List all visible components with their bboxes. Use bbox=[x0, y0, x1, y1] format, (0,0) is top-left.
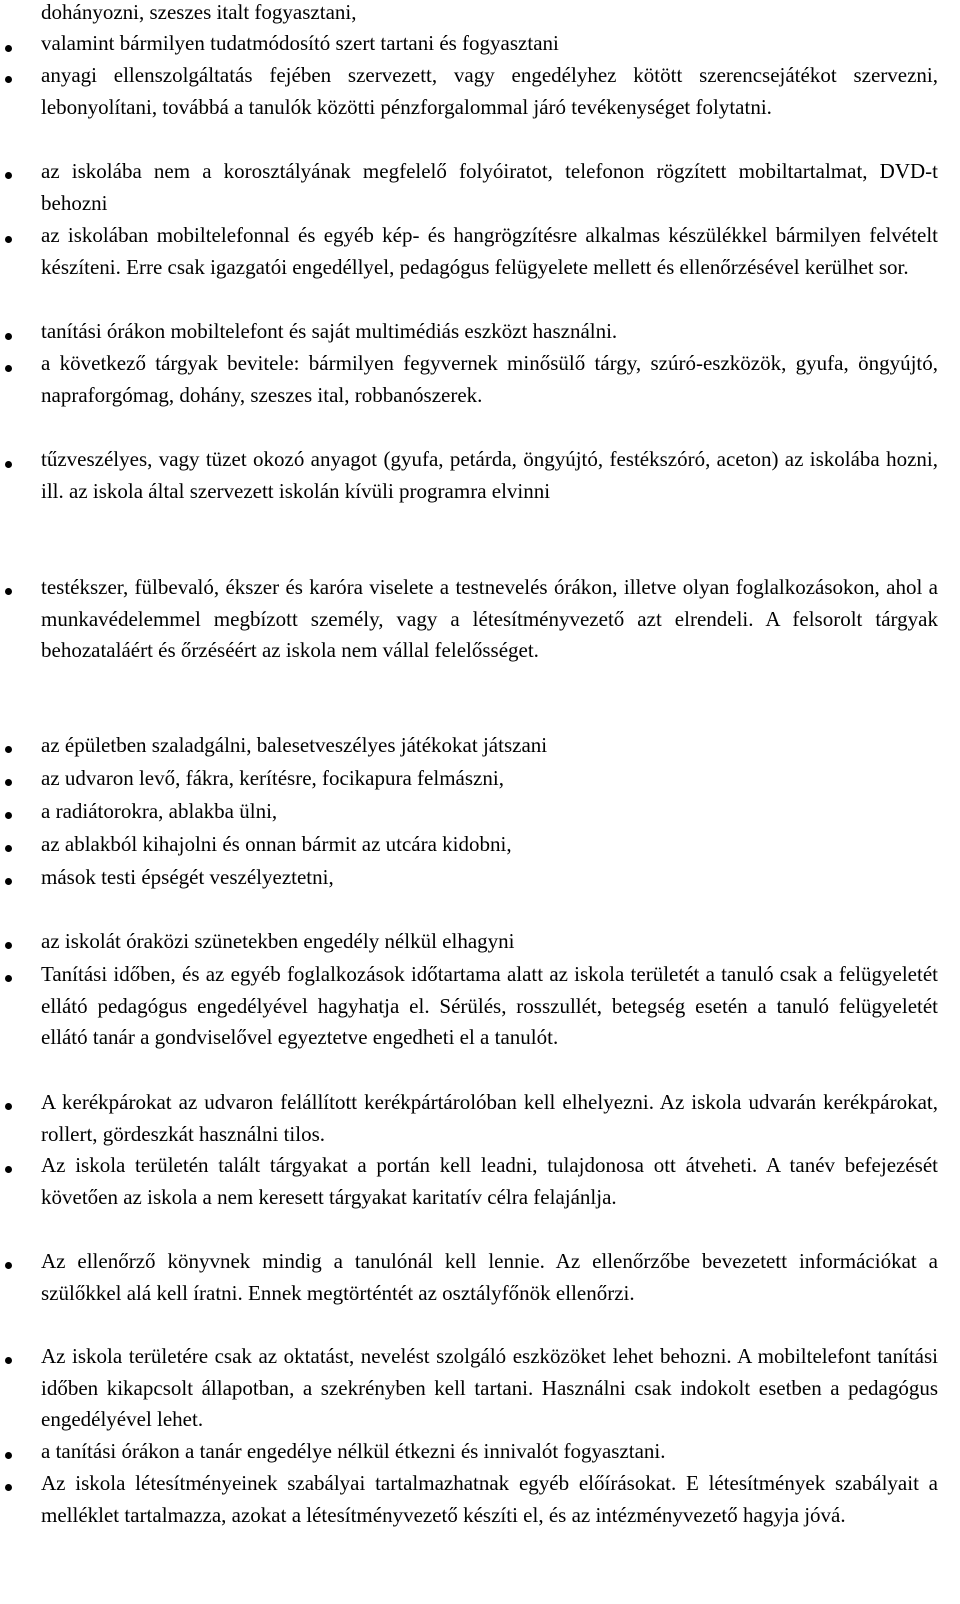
bullet-icon bbox=[5, 812, 12, 819]
list-item bbox=[41, 862, 938, 894]
list-item-text: az ablakból kihajolni és onnan bármit az utcára kidobni, bbox=[41, 832, 512, 856]
list-item bbox=[41, 316, 938, 348]
bullet-icon bbox=[5, 1166, 12, 1173]
list-item bbox=[41, 348, 938, 411]
list-item bbox=[41, 730, 938, 762]
bullet-icon bbox=[5, 1452, 12, 1459]
list-item-text: a radiátorokra, ablakba ülni, bbox=[41, 799, 278, 823]
bullet-icon bbox=[5, 172, 12, 179]
bullet-icon bbox=[5, 746, 12, 753]
bullet-icon bbox=[5, 878, 12, 885]
bullet-icon bbox=[5, 461, 12, 468]
list-item-text: Tanítási időben, és az egyéb foglalkozások időtartama alatt az iskola területét a tanuló csak a felügyeletét ellátó pedagógus engedélyével hagyhatja el. Sérülés, rosszullét, betegség esetén a tanuló felügyeletét ellátó tanár a gondviselővel egyeztetve engedheti el a tanulót. bbox=[41, 962, 938, 1050]
list-item bbox=[41, 444, 938, 507]
list-item-text: A kerékpárokat az udvaron felállított kerékpártárolóban kell elhelyezni. Az iskola udvarán kerékpárokat, rollert, gördeszkát használni tilos. bbox=[41, 1090, 938, 1146]
bullet-icon bbox=[5, 1103, 12, 1110]
list-item bbox=[41, 829, 938, 861]
list-item bbox=[41, 156, 938, 219]
list-item bbox=[41, 926, 938, 958]
list-item-text: anyagi ellenszolgáltatás fejében szervezett, vagy engedélyhez kötött szerencsejátékot szervezni, lebonyolítani, továbbá a tanulók közötti pénzforgalommal járó tevékenységet folytatni. bbox=[41, 63, 938, 119]
list-item-text: tűzveszélyes, vagy tüzet okozó anyagot (gyufa, petárda, öngyújtó, festékszóró, aceton) az iskolába hozni, ill. az iskola által szervezett iskolán kívüli programra elvinni bbox=[41, 447, 938, 503]
list-item-text: a tanítási órákon a tanár engedélye nélkül étkezni és innivalót fogyasztani. bbox=[41, 1439, 666, 1463]
list-item bbox=[41, 763, 938, 795]
list-item bbox=[41, 1246, 938, 1309]
list-item bbox=[41, 60, 938, 123]
bullet-icon bbox=[5, 365, 12, 372]
bullet-icon bbox=[5, 1357, 12, 1364]
bullet-icon bbox=[5, 975, 12, 982]
list-item bbox=[41, 796, 938, 828]
list-item bbox=[41, 1341, 938, 1436]
list-item bbox=[41, 0, 938, 29]
list-item bbox=[41, 1150, 938, 1213]
list-item bbox=[41, 959, 938, 1054]
list-item-text: Az ellenőrző könyvnek mindig a tanulónál kell lennie. Az ellenőrzőbe bevezetett információkat a szülőkkel alá kell íratni. Ennek megtörténtét az osztályfőnök ellenőrzi. bbox=[41, 1249, 938, 1305]
bullet-icon bbox=[5, 588, 12, 595]
list-item-text: tanítási órákon mobiltelefont és saját multimédiás eszközt használni. bbox=[41, 319, 618, 343]
list-item bbox=[41, 220, 938, 283]
list-item-text: valamint bármilyen tudatmódosító szert tartani és fogyasztani bbox=[41, 31, 559, 55]
bullet-icon bbox=[5, 1262, 12, 1269]
bullet-icon bbox=[5, 45, 12, 52]
bullet-icon bbox=[5, 845, 12, 852]
bullet-icon bbox=[5, 236, 12, 243]
list-item bbox=[41, 572, 938, 667]
list-item-text: dohányozni, szeszes italt fogyasztani, bbox=[41, 0, 357, 24]
bullet-icon bbox=[5, 1484, 12, 1491]
list-item-text: Az iskola területén talált tárgyakat a portán kell leadni, tulajdonosa ott átveheti. A tanév befejezését követően az iskola a nem keresett tárgyakat karitatív célra felajánlja. bbox=[41, 1153, 938, 1209]
list-item bbox=[41, 1436, 938, 1468]
list-item-text: az iskolába nem a korosztályának megfelelő folyóiratot, telefonon rögzített mobiltartalmat, DVD-t behozni bbox=[41, 159, 938, 215]
list-item-text: az udvaron levő, fákra, kerítésre, focikapura felmászni, bbox=[41, 766, 504, 790]
list-item-text: az iskolában mobiltelefonnal és egyéb kép- és hangrögzítésre alkalmas készülékkel bármilyen felvételt készíteni. Erre csak igazgatói engedéllyel, pedagógus felügyelete mellett és ellenőrzésével kerülhet sor. bbox=[41, 223, 938, 279]
list-item bbox=[41, 1087, 938, 1150]
list-item-text: a következő tárgyak bevitele: bármilyen fegyvernek minősülő tárgy, szúró-eszközök, gyufa, öngyújtó, napraforgómag, dohány, szeszes ital, robbanószerek. bbox=[41, 351, 938, 407]
list-item-text: testékszer, fülbevaló, ékszer és karóra viselete a testnevelés órákon, illetve olyan foglalkozásokon, ahol a munkavédelemmel megbízott személy, vagy a létesítményvezető azt elrendeli. A felsorolt tárgyak behozataláért és őrzéséért az iskola nem vállal felelősséget. bbox=[41, 575, 938, 663]
list-item bbox=[41, 28, 938, 60]
list-item-text: Az iskola létesítményeinek szabályai tartalmazhatnak egyéb előírásokat. E létesítmények szabályait a melléklet tartalmazza, azokat a létesítményvezető készíti el, és az intézményvezető hagyja jóvá. bbox=[41, 1471, 938, 1527]
list-item-text: az iskolát óraközi szünetekben engedély nélkül elhagyni bbox=[41, 929, 515, 953]
bullet-icon bbox=[5, 779, 12, 786]
list-item-text: Az iskola területére csak az oktatást, nevelést szolgáló eszközöket lehet behozni. A mobiltelefont tanítási időben kikapcsolt állapotban, a szekrényben kell tartani. Használni csak indokolt esetben a pedagógus engedélyével lehet. bbox=[41, 1344, 938, 1432]
bullet-icon bbox=[5, 942, 12, 949]
list-item-text: az épületben szaladgálni, balesetveszélyes játékokat játszani bbox=[41, 733, 548, 757]
bullet-icon bbox=[5, 76, 12, 83]
list-item bbox=[41, 1468, 938, 1531]
bullet-icon bbox=[5, 333, 12, 340]
list-item-text: mások testi épségét veszélyeztetni, bbox=[41, 865, 334, 889]
